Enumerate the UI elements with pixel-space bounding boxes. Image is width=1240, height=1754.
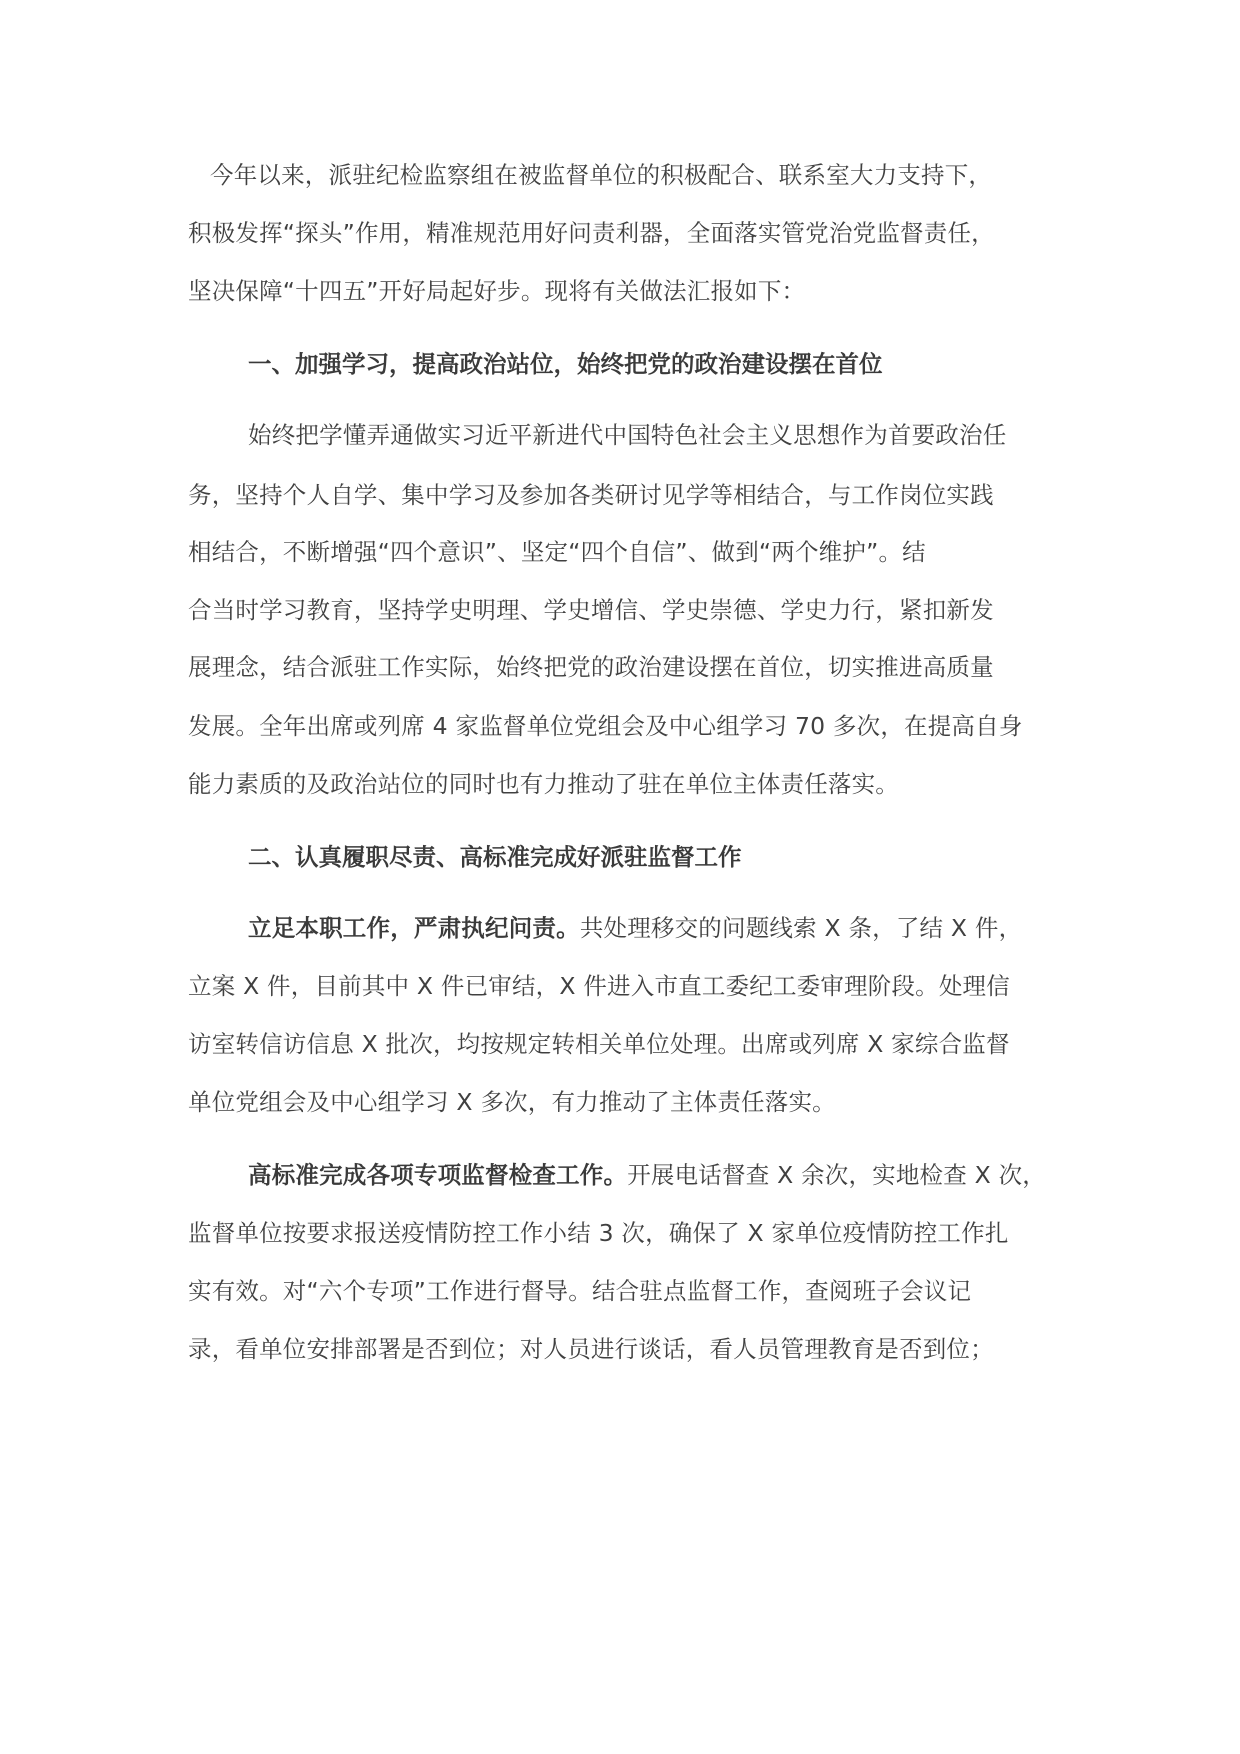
- section-2-heading: 二、认真履职尽责、高标准完成好派驻监督工作: [248, 843, 742, 871]
- section-2-para-1-lead: 立足本职工作，严肃执纪问责。: [248, 914, 580, 942]
- intro-line-2: 积极发挥“探头”作用，精准规范用好问责利器，全面落实管党治党监督责任，: [188, 219, 995, 247]
- section-2-para-2-line-1: [248, 1160, 1046, 1190]
- section-2-para-2-first-rest: 开展电话督查 X 余次，实地检查 X 次，: [627, 1161, 1046, 1189]
- section-1-line-6: 发展。全年出席或列席 4 家监督单位党组会及中心组学习 70 多次，在提高自身: [188, 712, 1023, 740]
- section-2-para-1-first-rest: 共处理移交的问题线索 X 条，了结 X 件，: [579, 914, 1023, 942]
- section-1-line-1: 始终把学懂弄通做实习近平新进代中国特色社会主义思想作为首要政治任: [248, 421, 1007, 449]
- section-2-para-1-line-4: 单位党组会及中心组学习 X 多次，有力推动了主体责任落实。: [188, 1088, 836, 1116]
- section-2-para-1-line-1: [248, 913, 1022, 943]
- section-2-para-2-line-3: 实有效。对“六个专项”工作进行督导。结合驻点监督工作，查阅班子会议记: [188, 1277, 972, 1305]
- section-1-line-3: 相结合，不断增强“四个意识”、坚定“四个自信”、做到“两个维护”。结: [188, 538, 926, 566]
- section-1-line-7: 能力素质的及政治站位的同时也有力推动了驻在单位主体责任落实。: [188, 770, 899, 798]
- section-2-para-2-lead: 高标准完成各项专项监督检查工作。: [248, 1161, 628, 1189]
- section-1-line-5: 展理念，结合派驻工作实际，始终把党的政治建设摆在首位，切实推进高质量: [188, 653, 994, 681]
- section-1-heading: 一、加强学习，提高政治站位，始终把党的政治建设摆在首位: [248, 350, 883, 378]
- section-2-para-1-line-2: 立案 X 件，目前其中 X 件已审结，X 件进入市直工委纪工委审理阶段。处理信: [188, 972, 1010, 1000]
- section-2-para-1-line-3: 访室转信访信息 X 批次，均按规定转相关单位处理。出席或列席 X 家综合监督: [188, 1030, 1010, 1058]
- section-1-line-4: 合当时学习教育，坚持学史明理、学史增信、学史崇德、学史力行，紧扣新发: [188, 596, 994, 624]
- section-1-line-2: 务，坚持个人自学、集中学习及参加各类研讨见学等相结合，与工作岗位实践: [188, 481, 994, 509]
- intro-line-3: 坚决保障“十四五”开好局起好步。现将有关做法汇报如下：: [188, 277, 806, 305]
- intro-line-1: 今年以来，派驻纪检监察组在被监督单位的积极配合、联系室大力支持下，: [210, 161, 993, 189]
- section-2-para-2-line-2: 监督单位按要求报送疫情防控工作小结 3 次，确保了 X 家单位疫情防控工作扎: [188, 1219, 1009, 1247]
- section-2-para-2-line-4: 录，看单位安排部署是否到位；对人员进行谈话，看人员管理教育是否到位；: [188, 1335, 994, 1363]
